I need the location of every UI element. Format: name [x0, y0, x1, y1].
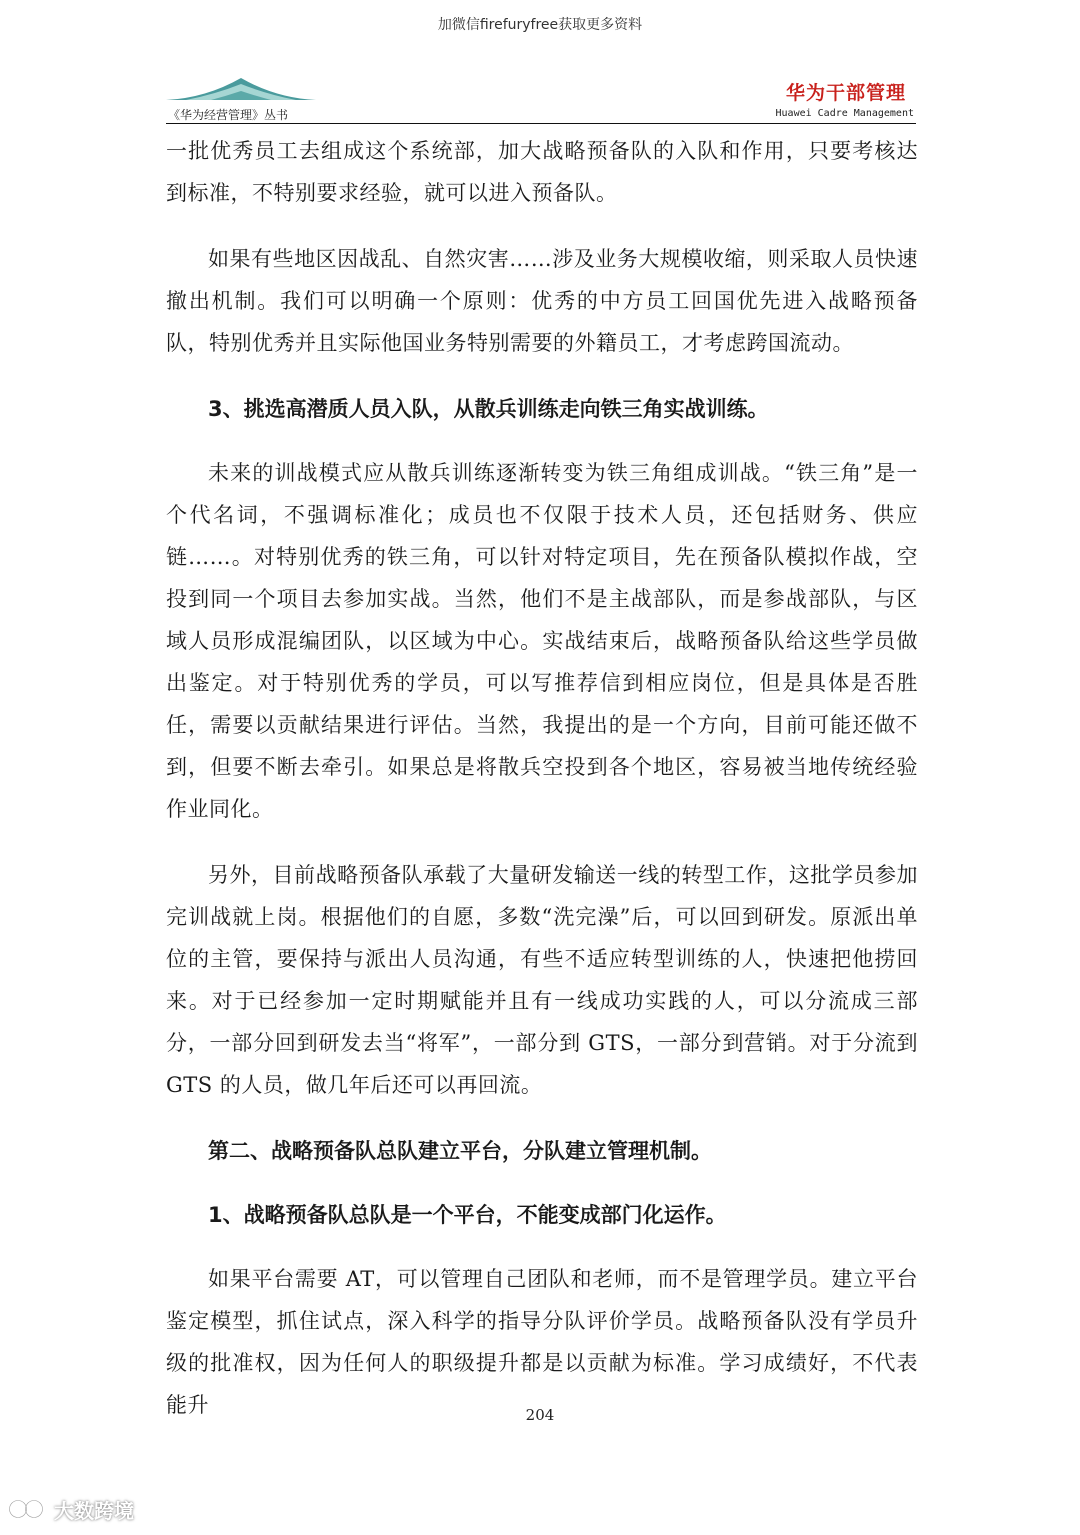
- paragraph: 如果有些地区因战乱、自然灾害……涉及业务大规模收缩，则采取人员快速撤出机制。我们可以明确一个原则：优秀的中方员工回国优先进入战略预备队，特别优秀并且实际他国业务特别需要的外籍员工，才考虑跨国流动。: [166, 247, 918, 355]
- watermark-text: 大数跨境: [54, 1498, 134, 1523]
- section-heading: 1、战略预备队总队是一个平台，不能变成部门化运作。: [208, 1203, 727, 1227]
- watermark-logo-icon: [8, 1496, 48, 1522]
- top-note: 加微信firefuryfree获取更多资料: [437, 17, 643, 33]
- paragraph: 未来的训战模式应从散兵训练逐渐转变为铁三角组成训战。“铁三角”是一个代名词，不强调标准化；成员也不仅限于技术人员，还包括财务、供应链……。对特别优秀的铁三角，可以针对特定项目，先在预备队模拟作战，空投到同一个项目去参加实战。当然，他们不是主战部队，而是参战部队，与区域人员形成混编团队，以区域为中心。实战结束后，战略预备队给这些学员做出鉴定。对于特别优秀的学员，可以写推荐信到相应岗位，但是具体是否胜任，需要以贡献结果进行评估。当然，我提出的是一个方向，目前可能还做不到，但要不断去牵引。如果总是将散兵空投到各个地区，容易被当地传统经验作业同化。: [166, 461, 918, 821]
- section-heading: 第二、战略预备队总队建立平台，分队建立管理机制。: [208, 1139, 712, 1163]
- watermark: [8, 1494, 134, 1524]
- section-heading: 3、挑选高潜质人员入队，从散兵训练走向铁三角实战训练。: [208, 397, 769, 421]
- paragraph: 如果平台需要 AT，可以管理自己团队和老师，而不是管理学员。建立平台鉴定模型，抓住试点，深入科学的指导分队评价学员。战略预备队没有学员升级的批准权，因为任何人的职级提升都是以贡献为标准。学习成绩好，不代表能升: [166, 1267, 918, 1417]
- mountain-logo-icon: [166, 72, 316, 102]
- paragraph: 一批优秀员工去组成这个系统部，加大战略预备队的入队和作用，只要考核达到标准，不特别要求经验，就可以进入预备队。: [166, 139, 918, 205]
- page-number: 204: [525, 1406, 555, 1424]
- paragraph: 另外，目前战略预备队承载了大量研发输送一线的转型工作，这批学员参加完训战就上岗。根据他们的自愿，多数“洗完澡”后，可以回到研发。原派出单位的主管，要保持与派出人员沟通，有些不适应转型训练的人，快速把他捞回来。对于已经参加一定时期赋能并且有一线成功实践的人，可以分流成三部分，一部分回到研发去当“将军”，一部分到 GTS，一部分到营销。对于分流到 GTS 的人员，做几年后还可以再回流。: [166, 863, 918, 1097]
- series-name: 《华为经营管理》丛书: [168, 108, 289, 122]
- header-rule: [166, 123, 916, 124]
- page-header: [166, 72, 916, 122]
- brand-title: 华为干部管理: [785, 82, 906, 104]
- page-content: [166, 130, 918, 1450]
- brand-subtitle: Huawei Cadre Management: [775, 108, 914, 119]
